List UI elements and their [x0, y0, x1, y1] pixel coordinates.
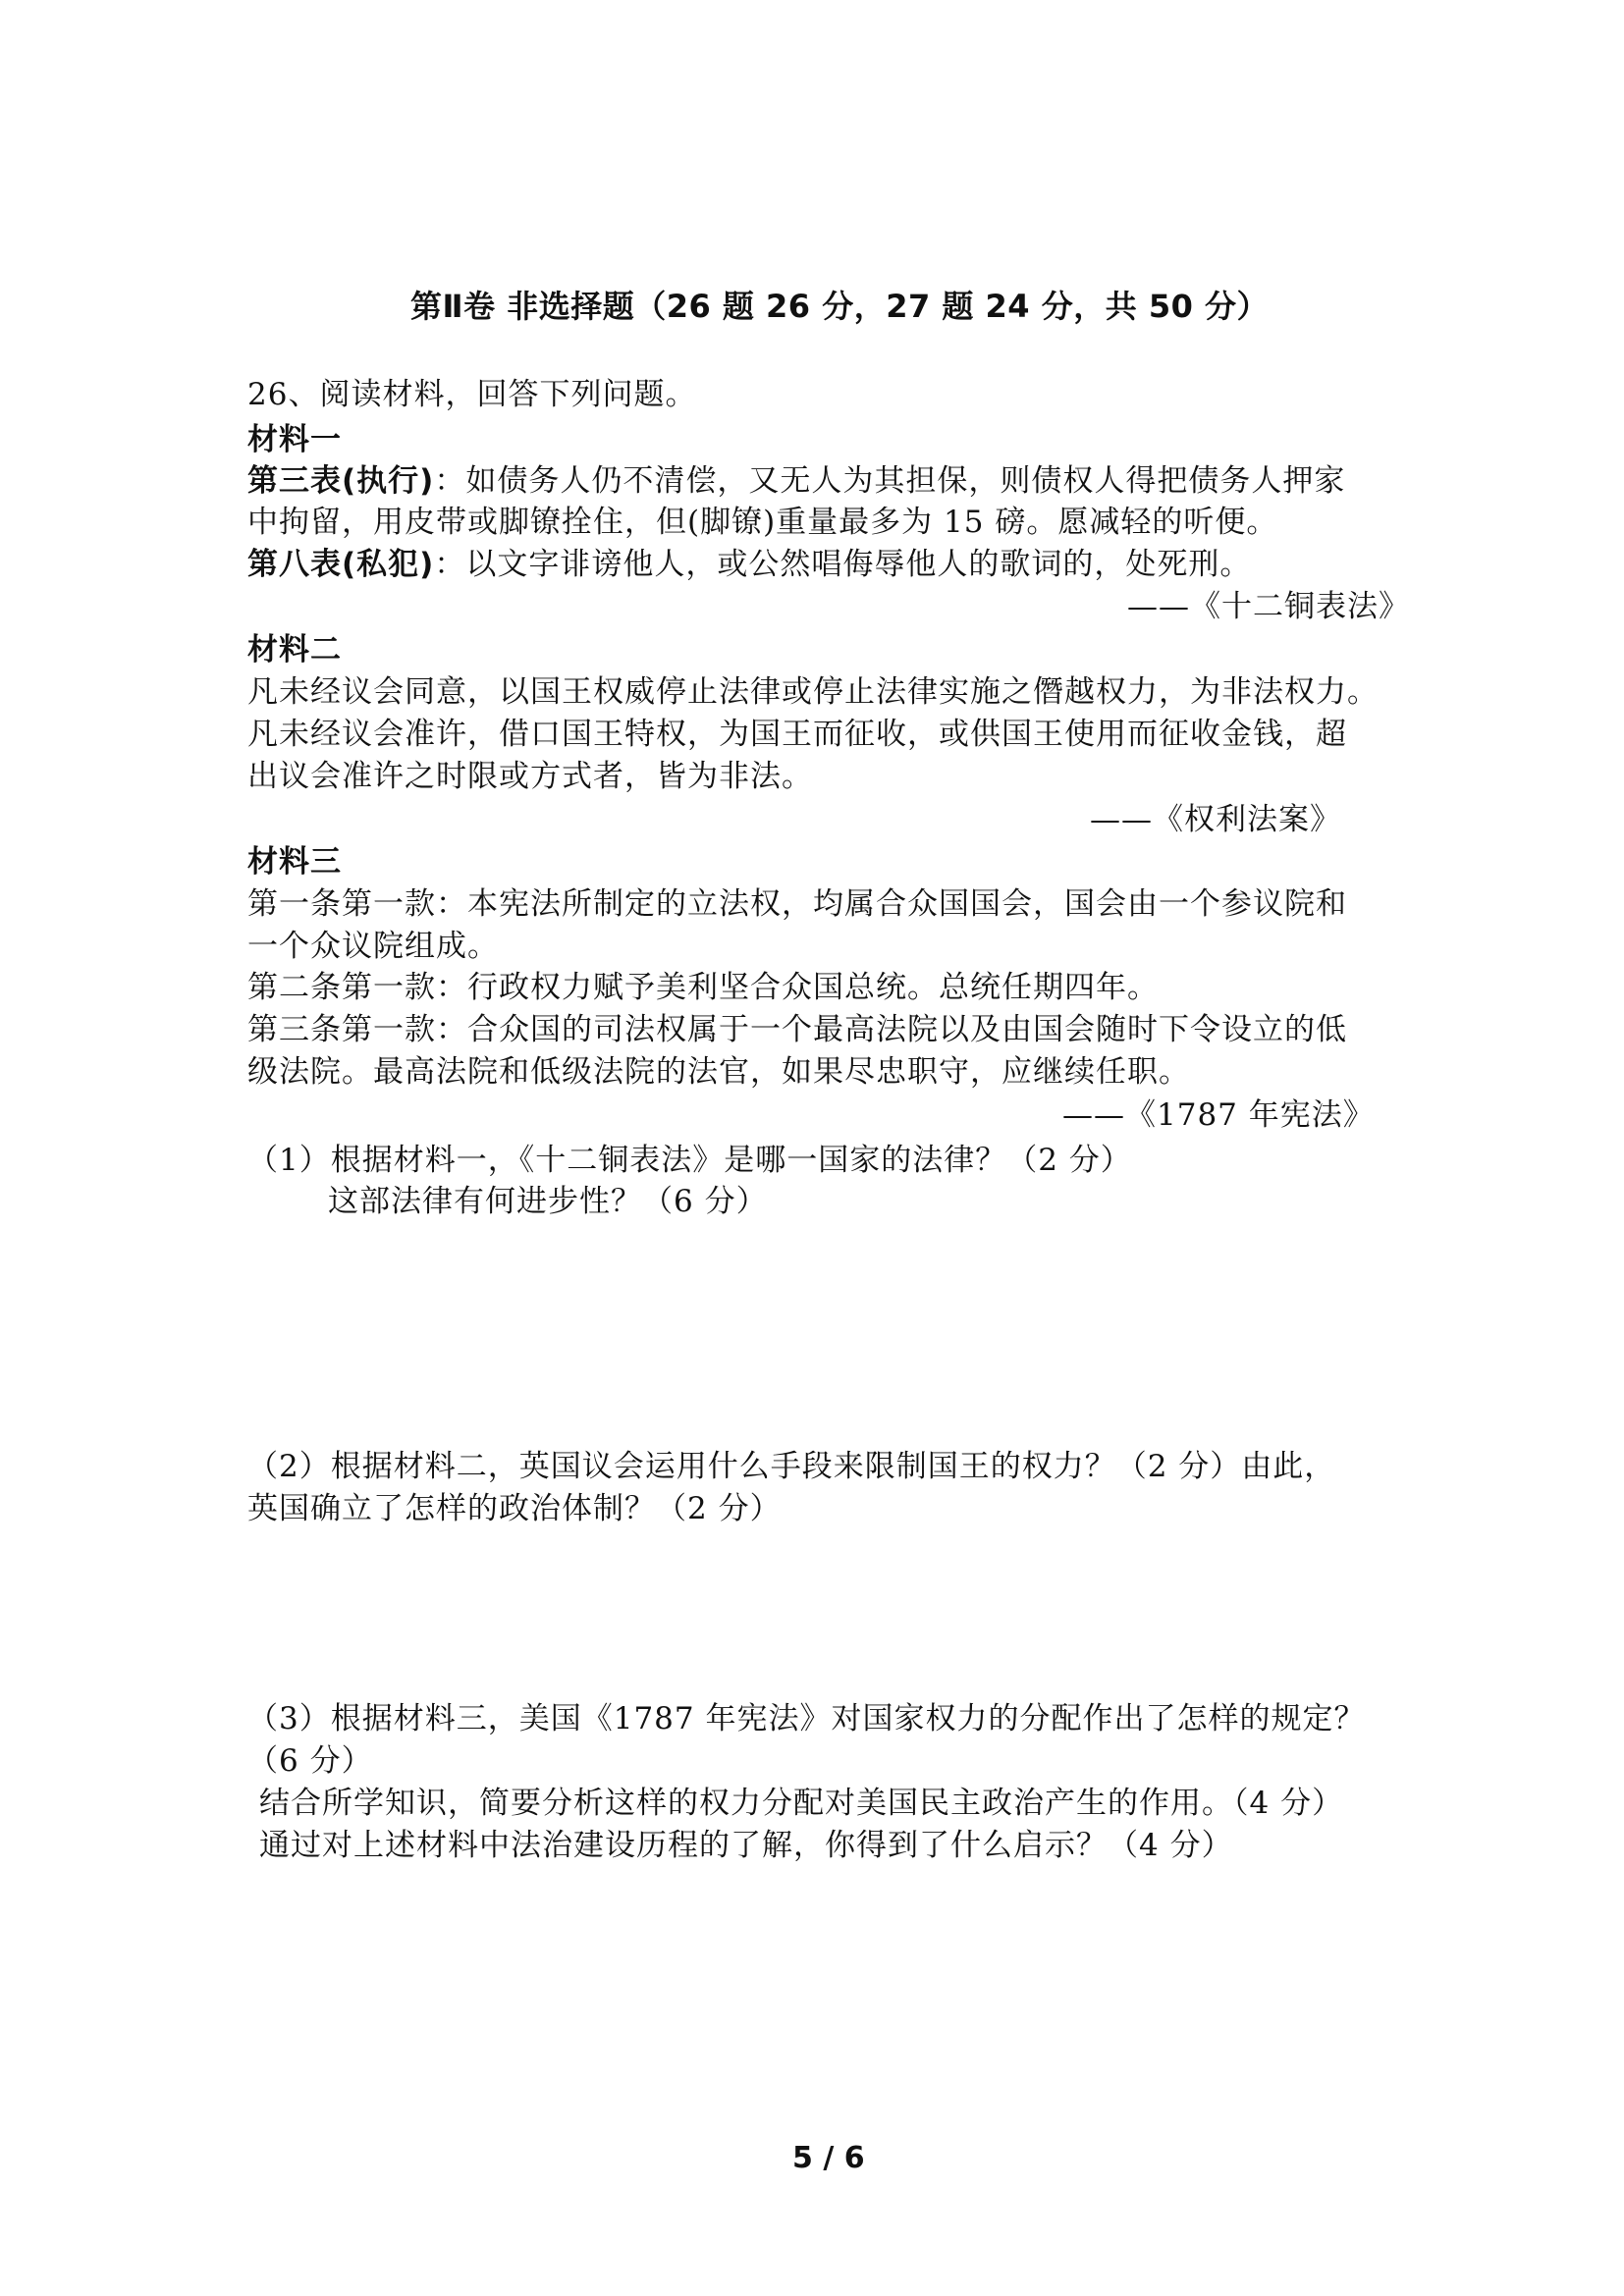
material1-item1-line2: 中拘留，用皮带或脚镣拴住，但(脚镣)重量最多为 15 磅。愿减轻的听便。 [247, 505, 1278, 540]
material2-line2: 凡未经议会准许，借口国王特权，为国王而征收，或供国王使用而征收金钱，超 [247, 717, 1347, 752]
material1-source: ——《十二铜表法》 [1127, 589, 1410, 624]
page-number: 5 / 6 [792, 2141, 865, 2175]
material3-line5: 级法院。最高法院和低级法院的法官，如果尽忠职守，应继续任职。 [247, 1054, 1190, 1090]
subquestion3-line4: 通过对上述材料中法治建设历程的了解，你得到了什么启示？（4 分） [259, 1828, 1233, 1863]
question-intro: 26、阅读材料，回答下列问题。 [247, 377, 697, 412]
material3-line1: 第一条第一款：本宪法所制定的立法权，均属合众国国会，国会由一个参议院和 [247, 886, 1347, 922]
subquestion3-line3: 结合所学知识，简要分析这样的权力分配对美国民主政治产生的作用。（4 分） [259, 1786, 1344, 1821]
subquestion3-line1: （3）根据材料三，美国《1787 年宪法》对国家权力的分配作出了怎样的规定？ [247, 1701, 1366, 1736]
material3-source: ——《1787 年宪法》 [1062, 1097, 1375, 1133]
subquestion2-line2: 英国确立了怎样的政治体制？（2 分） [247, 1491, 782, 1526]
material3-line3: 第二条第一款：行政权力赋予美利坚合众国总统。总统任期四年。 [247, 970, 1159, 1005]
section-title: 第Ⅱ卷 非选择题（26 题 26 分，27 题 24 分，共 50 分） [410, 288, 1270, 325]
subquestion3-line2: （6 分） [247, 1743, 373, 1779]
material1-item1-line1 [247, 461, 1345, 501]
material2-source: ——《权利法案》 [1090, 802, 1341, 837]
material1-item2-head: 第八表(私犯) [247, 547, 435, 582]
material3-line4: 第三条第一款：合众国的司法权属于一个最高法院以及由国会随时下令设立的低 [247, 1012, 1347, 1047]
material3-line2: 一个众议院组成。 [247, 929, 499, 964]
material1-item1-head: 第三表(执行) [247, 463, 435, 499]
subquestion1-line2: 这部法律有何进步性？（6 分） [328, 1184, 768, 1219]
material3-label: 材料三 [247, 844, 342, 880]
subquestion2-line1: （2）根据材料二，英国议会运用什么手段来限制国王的权力？（2 分）由此， [247, 1449, 1336, 1484]
material1-label: 材料一 [247, 422, 342, 457]
subquestion1-line1: （1）根据材料一，《十二铜表法》是哪一国家的法律？（2 分） [247, 1143, 1132, 1178]
material2-label: 材料二 [247, 632, 342, 667]
material1-item2-text: ：以文字诽谤他人，或公然唱侮辱他人的歌词的，处死刑。 [434, 547, 1252, 582]
material2-line1: 凡未经议会同意，以国王权威停止法律或停止法律实施之僭越权力，为非法权力。 [247, 674, 1379, 710]
material1-item1-text: ：如债务人仍不清偿，又无人为其担保，则债权人得把债务人押家 [434, 463, 1346, 499]
material1-item2 [247, 545, 1251, 584]
material2-line3: 出议会准许之时限或方式者，皆为非法。 [247, 759, 813, 794]
